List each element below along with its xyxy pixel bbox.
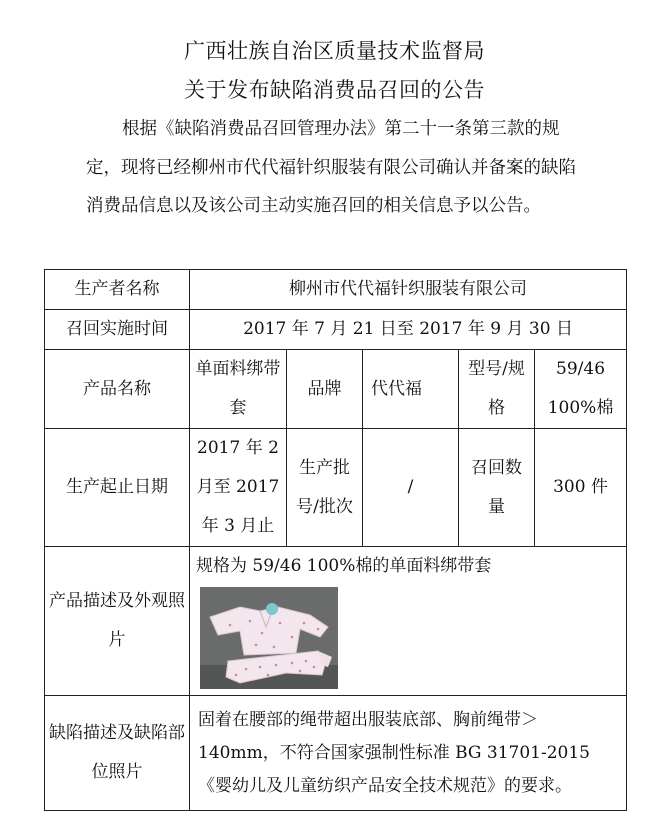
defect-label: 缺陷描述及缺陷部位照片	[45, 696, 190, 811]
manufacturer-value: 柳州市代代福针织服装有限公司	[190, 270, 627, 310]
defect-value: 固着在腰部的绳带超出服装底部、胸前绳带＞140mm，不符合国家强制性标准 BG 31701-2015《婴幼儿及儿童纺织产品安全技术规范》的要求。	[190, 696, 627, 811]
recall-info-table	[44, 269, 627, 811]
announcement-title-line2: 关于发布缺陷消费品召回的公告	[184, 78, 485, 102]
baby-clothing-photo-svg	[200, 587, 338, 689]
description-label: 产品描述及外观照片	[45, 547, 190, 696]
batch-label: 生产批号/批次	[287, 429, 363, 547]
manufacturer-label: 生产者名称	[45, 270, 190, 310]
recall-period-value: 2017 年 7 月 21 日至 2017 年 9 月 30 日	[190, 310, 627, 350]
brand-label: 品牌	[287, 350, 363, 429]
table-row	[45, 547, 627, 696]
brand-value: 代代福	[363, 350, 459, 429]
model-value: 59/46 100%棉	[535, 350, 627, 429]
intro-paragraph	[86, 110, 586, 226]
table-row	[45, 310, 627, 350]
table-row	[45, 270, 627, 310]
description-cell	[190, 547, 627, 696]
production-date-label: 生产起止日期	[45, 429, 190, 547]
baby-clothing-set-photo-icon	[200, 587, 338, 689]
table-row	[45, 350, 627, 429]
product-name-value: 单面料绑带套	[190, 350, 287, 429]
batch-value: /	[363, 429, 459, 547]
model-label: 型号/规格	[459, 350, 535, 429]
product-name-label: 产品名称	[45, 350, 190, 429]
recall-qty-value: 300 件	[535, 429, 627, 547]
table-row	[45, 696, 627, 811]
table-row	[45, 429, 627, 547]
recall-qty-label: 召回数量	[459, 429, 535, 547]
intro-text: 根据《缺陷消费品召回管理办法》第二十一条第三款的规定，现将已经柳州市代代福针织服装有限公司确认并备案的缺陷消费品信息以及该公司主动实施召回的相关信息予以公告。	[86, 119, 576, 216]
description-value: 规格为 59/46 100%棉的单面料绑带套	[196, 556, 492, 576]
recall-period-label: 召回实施时间	[45, 310, 190, 350]
production-date-value: 2017 年 2 月至 2017 年 3 月止	[190, 429, 287, 547]
announcement-title-line1: 广西壮族自治区质量技术监督局	[184, 39, 485, 63]
